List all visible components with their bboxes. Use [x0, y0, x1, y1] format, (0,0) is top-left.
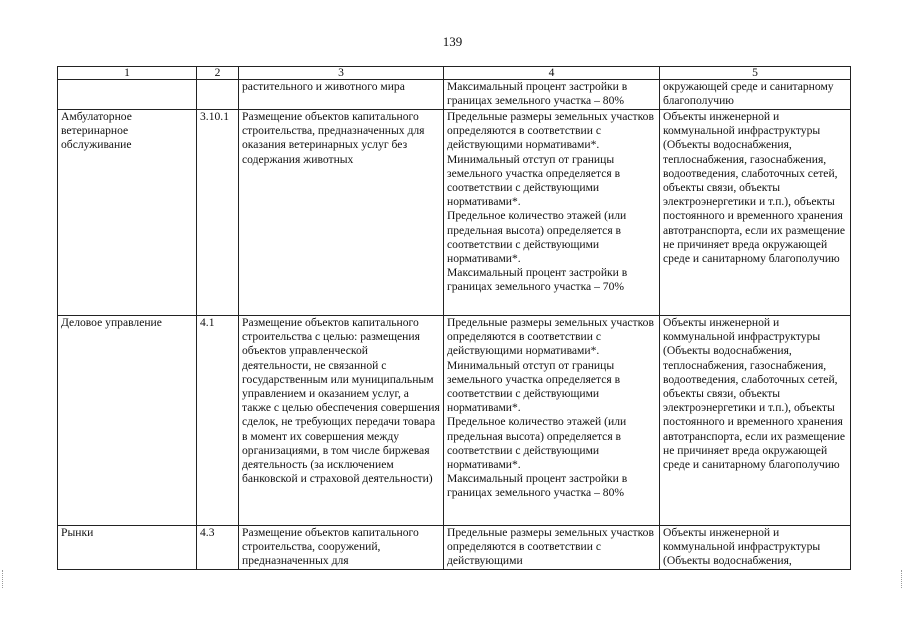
description-cell: Размещение объектов капитального строительства, предназначенных для оказания ветеринарных услуг без содержания животных: [239, 110, 444, 316]
header-cell-2: 2: [197, 67, 239, 80]
code-cell: 4.1: [197, 316, 239, 526]
description-cell: Размещение объектов капитального строительства с целью: размещения объектов управленческой деятельности, не связанной с государственным или муниципальным управлением и оказанием услуг, а также с целью обеспечения совершения сделок, не требующих передачи товара в момент их совершения между организациями, в том числе биржевая деятельность (за исключением банковской и страховой деятельности): [239, 316, 444, 526]
use-type-cell: Деловое управление: [58, 316, 197, 526]
auxiliary-uses-cell: Объекты инженерной и коммунальной инфраструктуры (Объекты водоснабжения, теплоснабжения, газоснабжения, водоотведения, слаботочных сетей, объекты связи, объекты электроэнергетики и т.п.), объекты постоянного и временного хранения автотранспорта, если их размещение не причиняет вреда окружающей среде и санитарному благополучию: [660, 110, 851, 316]
auxiliary-uses-cell: Объекты инженерной и коммунальной инфраструктуры (Объекты водоснабжения,: [660, 526, 851, 570]
code-cell: [197, 80, 239, 110]
parameters-cell: Предельные размеры земельных участков определяются в соответствии с действующими нормативами*. Минимальный отступ от границы земельного участка определяется в соответствии с действующими нормативами*. Предельное количество этажей (или предельная высота) определяется в соответствии с действующими нормативами*. Максимальный процент застройки в границах земельного участка – 70%: [444, 110, 660, 316]
use-type-cell: [58, 80, 197, 110]
use-type-cell: Амбулаторное ветеринарное обслуживание: [58, 110, 197, 316]
scan-edge-mark: [901, 570, 903, 588]
header-cell-1: 1: [58, 67, 197, 80]
table-row-continuation: [58, 80, 851, 110]
header-cell-4: 4: [444, 67, 660, 80]
description-cell: Размещение объектов капитального строительства, сооружений, предназначенных для: [239, 526, 444, 570]
code-cell: 4.3: [197, 526, 239, 570]
parameters-cell: Максимальный процент застройки в границах земельного участка – 80%: [444, 80, 660, 110]
scan-edge-mark: [2, 570, 4, 588]
auxiliary-uses-cell: Объекты инженерной и коммунальной инфраструктуры (Объекты водоснабжения, теплоснабжения, газоснабжения, водоотведения, слаботочных сетей, объекты связи, объекты электроэнергетики и т.п.), объекты постоянного и временного хранения автотранспорта, если их размещение не причиняет вреда окружающей среде и санитарному благополучию: [660, 316, 851, 526]
use-type-cell: Рынки: [58, 526, 197, 570]
parameters-cell: Предельные размеры земельных участков определяются в соответствии с действующими нормативами*. Минимальный отступ от границы земельного участка определяется в соответствии с действующими нормативами*. Предельное количество этажей (или предельная высота) определяется в соответствии с действующими нормативами*. Максимальный процент застройки в границах земельного участка – 80%: [444, 316, 660, 526]
header-cell-3: 3: [239, 67, 444, 80]
table-row-veterinary: [58, 110, 851, 316]
parameters-cell: Предельные размеры земельных участков определяются в соответствии с действующими: [444, 526, 660, 570]
auxiliary-uses-cell: окружающей среде и санитарному благополучию: [660, 80, 851, 110]
table-row-business: [58, 316, 851, 526]
description-cell: растительного и животного мира: [239, 80, 444, 110]
regulations-table: [57, 66, 851, 570]
page-number: 139: [442, 34, 463, 49]
table-row-markets: [58, 526, 851, 570]
header-cell-5: 5: [660, 67, 851, 80]
code-cell: 3.10.1: [197, 110, 239, 316]
table-header-row: [58, 67, 851, 80]
